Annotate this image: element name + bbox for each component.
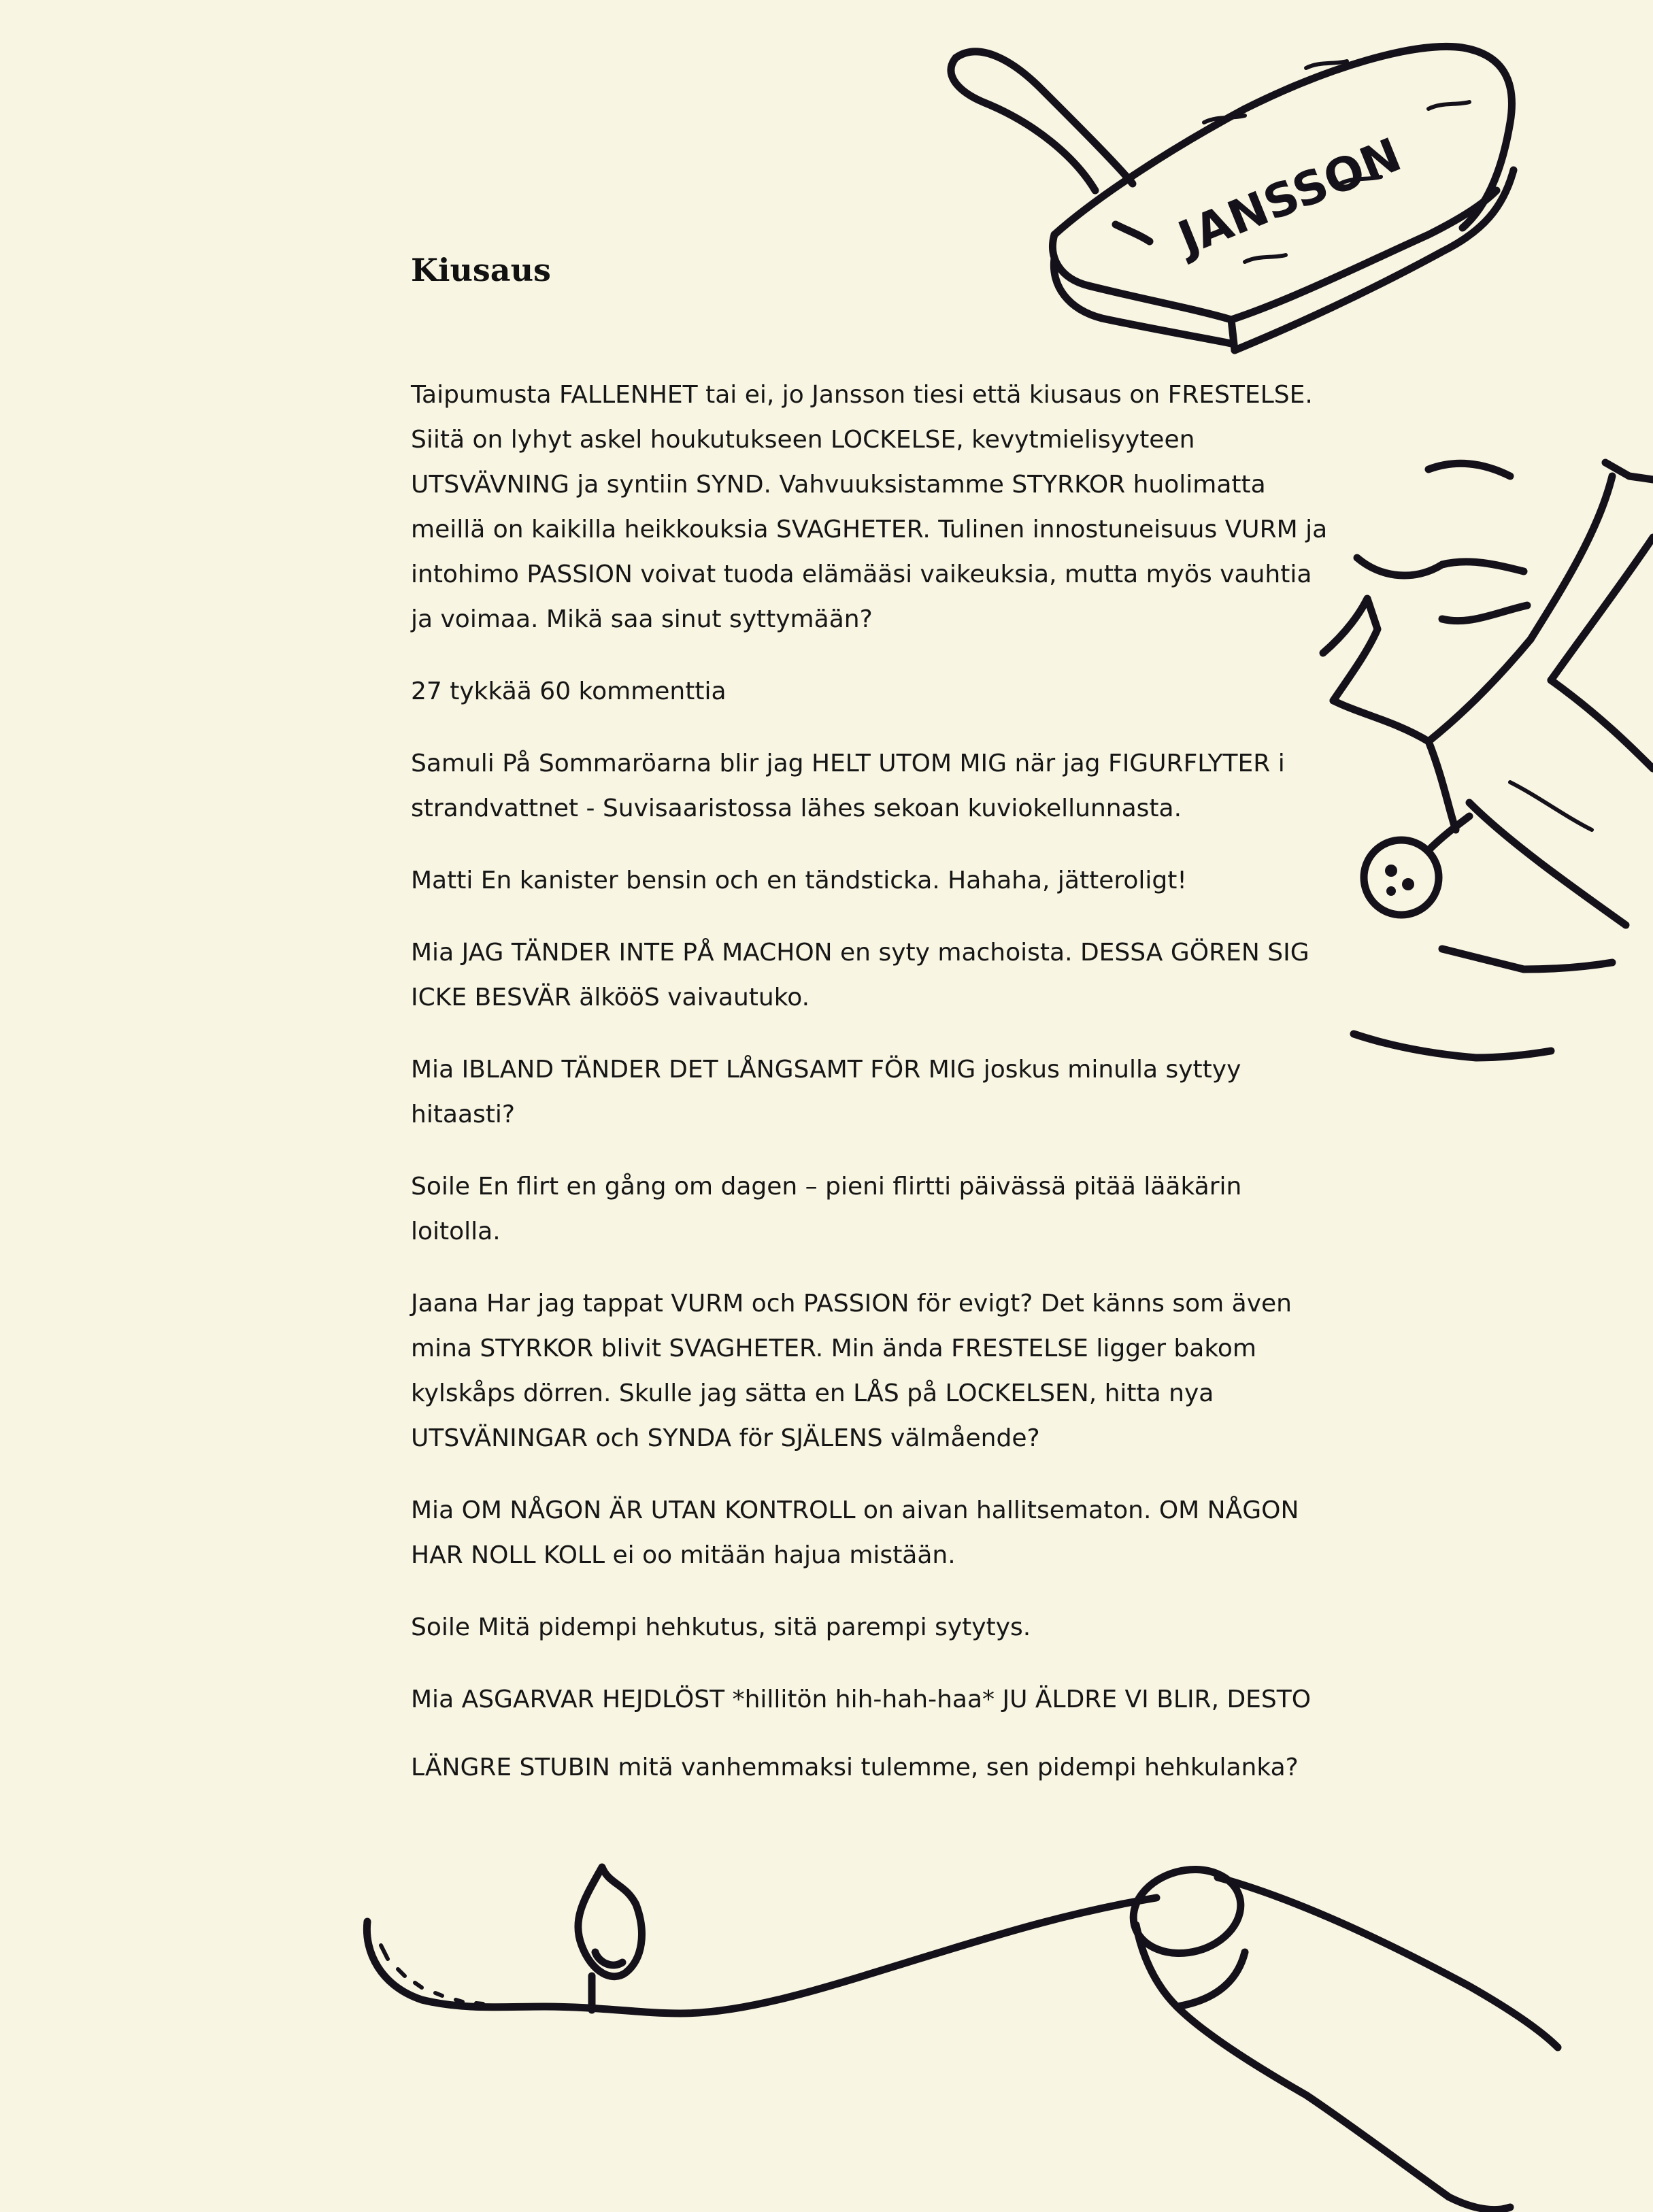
- comment-soile-1: Soile En flirt en gång om dagen – pieni flirtti päivässä pitää lääkärin loitolla.: [411, 1173, 1242, 1245]
- page-title: Kiusaus: [411, 252, 551, 288]
- article-body: [411, 373, 1336, 1817]
- comment-soile-2: Soile Mitä pidempi hehkutus, sitä parempi sytytys.: [411, 1613, 1031, 1641]
- closing-paragraph: LÄNGRE STUBIN mitä vanhemmaksi tulemme, sen pidempi hehkulanka?: [411, 1754, 1299, 1781]
- comment-samuli: Samuli På Sommaröarna blir jag HELT UTOM MIG när jag FIGURFLYTER i strandvattnet - Suvisaaristossa lähes sekoan kuviokellunnasta.: [411, 750, 1285, 822]
- dynamite-fuse-icon: [367, 1858, 1558, 2209]
- match-icon: [578, 1867, 642, 2010]
- diver-icon: [1323, 463, 1653, 1058]
- cheese-label: JANSSON: [1171, 128, 1409, 266]
- post-stats: 27 tykkää 60 kommenttia: [411, 677, 727, 705]
- comment-matti: Matti En kanister bensin och en tändsticka. Hahaha, jätteroligt!: [411, 867, 1187, 894]
- comment-mia-4: Mia ASGARVAR HEJDLÖST *hillitön hih-hah-haa* JU ÄLDRE VI BLIR, DESTO: [411, 1686, 1312, 1713]
- comment-jaana: Jaana Har jag tappat VURM och PASSION för evigt? Det känns som även mina STYRKOR blivit SVAGHETER. Min ända FRESTELSE ligger bakom kylskåps dörren. Skulle jag sätta en LÅS på LOCKELSEN, hitta nya UTSVÄNINGAR och SYNDA för SJÄLENS välmående?: [411, 1290, 1292, 1452]
- comment-mia-3: Mia OM NÅGON ÄR UTAN KONTROLL on aivan hallitsematon. OM NÅGON HAR NOLL KOLL ei oo mitään hajua mistään.: [411, 1496, 1299, 1569]
- intro-paragraph: Taipumusta FALLENHET tai ei, jo Jansson tiesi että kiusaus on FRESTELSE. Siitä on lyhyt askel houkutukseen LOCKELSE, kevytmielisyyteen UTSVÄVNING ja syntiin SYND. Vahvuuksistamme STYRKOR huolimatta meillä on kaikilla heikkouksia SVAGHETER. Tulinen innostuneisuus VURM ja intohimo PASSION voivat tuoda elämääsi vaikeuksia, mutta myös vauhtia ja voimaa. Mikä saa sinut syttymään?: [411, 381, 1328, 633]
- comment-mia-1: Mia JAG TÄNDER INTE PÅ MACHON en syty machoista. DESSA GÖREN SIG ICKE BESVÄR älkööS vaivautuko.: [411, 939, 1309, 1011]
- cheese-slicer-icon: [951, 46, 1514, 350]
- comment-mia-2: Mia IBLAND TÄNDER DET LÅNGSAMT FÖR MIG joskus minulla syttyy hitaasti?: [411, 1056, 1241, 1128]
